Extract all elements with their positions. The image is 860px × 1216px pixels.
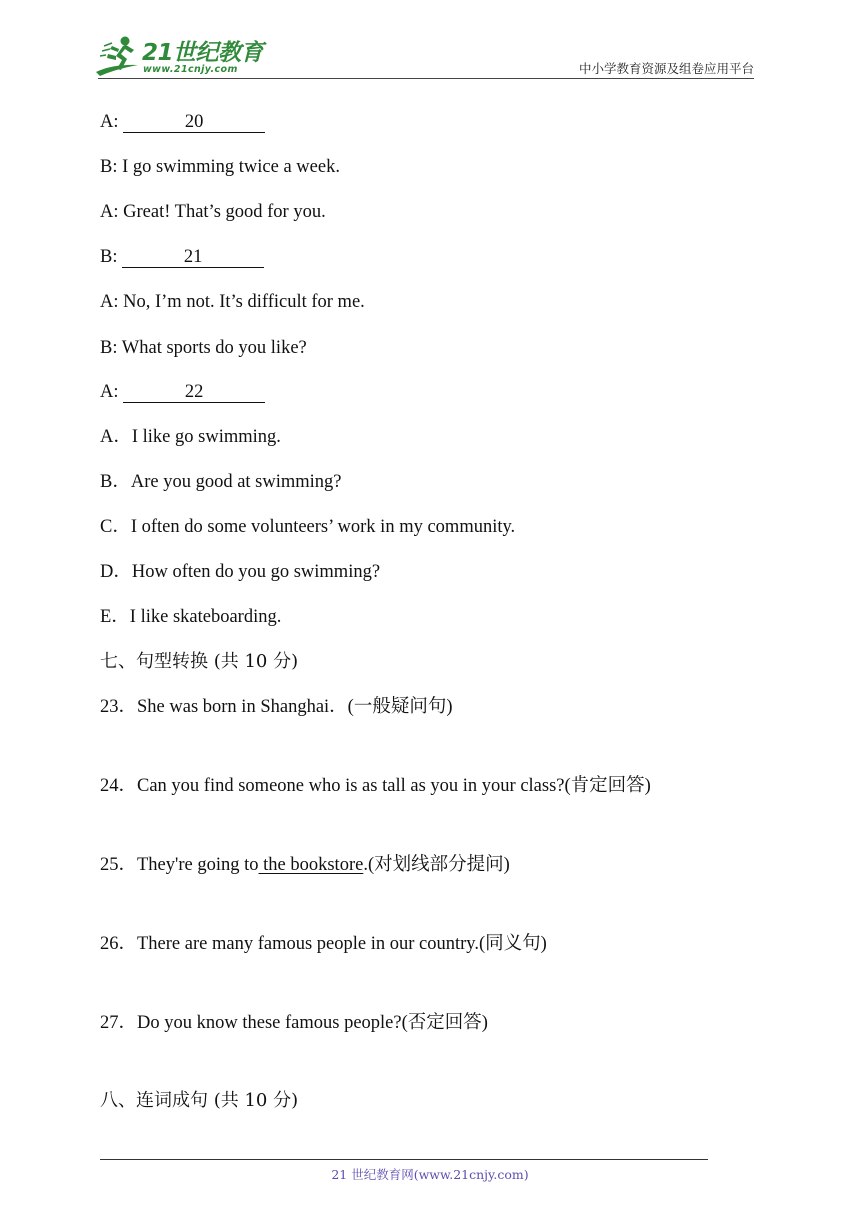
question-23: 23．She was born in Shanghai．(一般疑问句) bbox=[100, 697, 453, 717]
footer-divider bbox=[100, 1159, 708, 1160]
question-25-instruction: .(对划线部分提问) bbox=[363, 855, 510, 875]
question-26: 26．There are many famous people in our country.(同义句) bbox=[100, 934, 547, 954]
speaker-label: B: bbox=[100, 338, 122, 358]
dialogue-line-a-20 bbox=[100, 111, 265, 133]
dialogue-line bbox=[100, 337, 307, 359]
speaker-label: A: bbox=[100, 202, 124, 222]
dialogue-text: No, I’m not. It’s difficult for me. bbox=[123, 292, 365, 312]
question-27: 27．Do you know these famous people?(否定回答) bbox=[100, 1013, 488, 1033]
dialogue-text: Great! That’s good for you. bbox=[123, 202, 326, 222]
section-title-sentence-transformation: 七、句型转换 (共 10 分) bbox=[100, 651, 299, 672]
dialogue-text: I go swimming twice a week. bbox=[122, 157, 340, 177]
question-25-text: 25．They're going to bbox=[100, 855, 259, 875]
section-title-word-ordering: 八、连词成句 (共 10 分) bbox=[100, 1090, 299, 1111]
speaker-label: B: bbox=[100, 157, 123, 177]
footer-source[interactable]: 21 世纪教育网(www.21cnjy.com) bbox=[331, 1167, 529, 1182]
dialogue-line-b-21 bbox=[100, 246, 264, 268]
site-logo[interactable] bbox=[92, 34, 262, 78]
speaker-label: B: bbox=[100, 247, 123, 267]
dialogue-line bbox=[100, 156, 340, 178]
logo-name: 21世纪教育 bbox=[142, 40, 264, 66]
answer-blank-22[interactable]: 22 bbox=[123, 383, 265, 403]
dialogue-line bbox=[100, 201, 326, 223]
answer-blank-20[interactable]: 20 bbox=[123, 113, 265, 133]
question-25 bbox=[100, 854, 510, 876]
header-divider bbox=[98, 78, 754, 79]
option-a: A．I like go swimming. bbox=[100, 427, 281, 447]
dialogue-line bbox=[100, 291, 365, 313]
site-label: 中小学教育资源及组卷应用平台 bbox=[578, 61, 754, 76]
option-c: C．I often do some volunteers’ work in my community. bbox=[100, 517, 516, 537]
page-header bbox=[0, 0, 860, 80]
dialogue-text: What sports do you like? bbox=[121, 338, 307, 358]
speaker-label: A: bbox=[100, 112, 124, 132]
underlined-phrase: the bookstore bbox=[258, 855, 364, 875]
question-24: 24．Can you find someone who is as tall as you in your class?(肯定回答) bbox=[100, 776, 651, 796]
answer-blank-21[interactable]: 21 bbox=[122, 248, 264, 268]
option-e: E．I like skateboarding. bbox=[100, 607, 282, 627]
option-b: B．Are you good at swimming? bbox=[100, 472, 342, 492]
runner-logo-icon bbox=[92, 34, 142, 78]
logo-url: www.21cnjy.com bbox=[143, 64, 238, 75]
dialogue-line-a-22 bbox=[100, 381, 265, 403]
option-d: D．How often do you go swimming? bbox=[100, 562, 381, 582]
speaker-label: A: bbox=[100, 382, 124, 402]
speaker-label: A: bbox=[100, 292, 124, 312]
